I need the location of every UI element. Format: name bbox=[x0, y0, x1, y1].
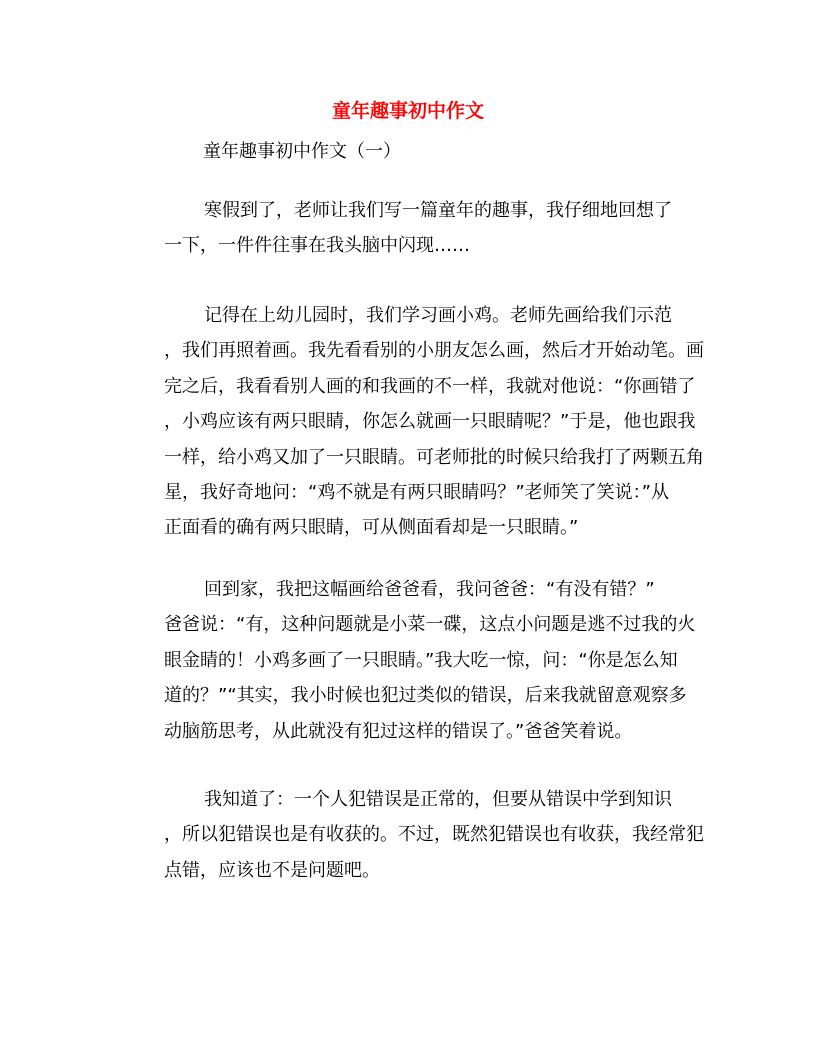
paragraph-line: 星，我好奇地问：“鸡不就是有两只眼睛吗？”老师笑了笑说：”从 bbox=[164, 481, 669, 503]
paragraph-line: 回到家，我把这幅画给爸爸看，我问爸爸：“有没有错？” bbox=[204, 579, 655, 600]
document-title: 童年趣事初中作文 bbox=[331, 100, 484, 122]
paragraph-line: 记得在上幼儿园时，我们学习画小鸡。老师先画给我们示范 bbox=[204, 305, 672, 326]
paragraph-line: ，小鸡应该有两只眼睛，你怎么就画一只眼睛呢？”于是，他也跟我 bbox=[164, 411, 696, 433]
paragraph-line: 一样，给小鸡又加了一只眼睛。可老师批的时候只给我打了两颗五角 bbox=[164, 446, 704, 468]
paragraph-line: 爸爸说：“有，这种问题就是小菜一碟，这点小问题是逃不过我的火 bbox=[164, 614, 696, 636]
paragraph-line: 点错，应该也不是问题吧。 bbox=[164, 859, 380, 881]
paragraph-line: 一下，一件件往事在我头脑中闪现…… bbox=[164, 235, 470, 257]
paragraph-line: 完之后，我看看别人画的和我画的不一样，我就对他说：“你画错了 bbox=[164, 375, 696, 397]
document-subtitle: 童年趣事初中作文（一） bbox=[203, 141, 401, 162]
paragraph-line: ，所以犯错误也是有收获的。不过，既然犯错误也有收获，我经常犯 bbox=[164, 824, 704, 846]
paragraph-line: 眼金睛的！小鸡多画了一只眼睛。”我大吃一惊，问：“你是怎么知 bbox=[164, 649, 678, 671]
paragraph-line: 道的？”“其实，我小时候也犯过类似的错误，后来我就留意观察多 bbox=[164, 685, 687, 707]
paragraph-line: 正面看的确有两只眼睛，可从侧面看却是一只眼睛。” bbox=[164, 517, 579, 539]
paragraph-3 bbox=[164, 572, 704, 749]
paragraph-line: ，我们再照着画。我先看看别的小朋友怎么画，然后才开始动笔。画 bbox=[164, 340, 704, 362]
paragraph-line: 动脑筋思考，从此就没有犯过这样的错误了。”爸爸笑着说。 bbox=[164, 720, 633, 742]
paragraph-line: 我知道了：一个人犯错误是正常的，但要从错误中学到知识 bbox=[204, 789, 672, 810]
paragraph-4 bbox=[164, 782, 704, 888]
paragraph-line: 寒假到了，老师让我们写一篇童年的趣事，我仔细地回想了 bbox=[204, 200, 672, 221]
paragraph-1 bbox=[164, 193, 704, 264]
paragraph-2 bbox=[164, 298, 704, 546]
